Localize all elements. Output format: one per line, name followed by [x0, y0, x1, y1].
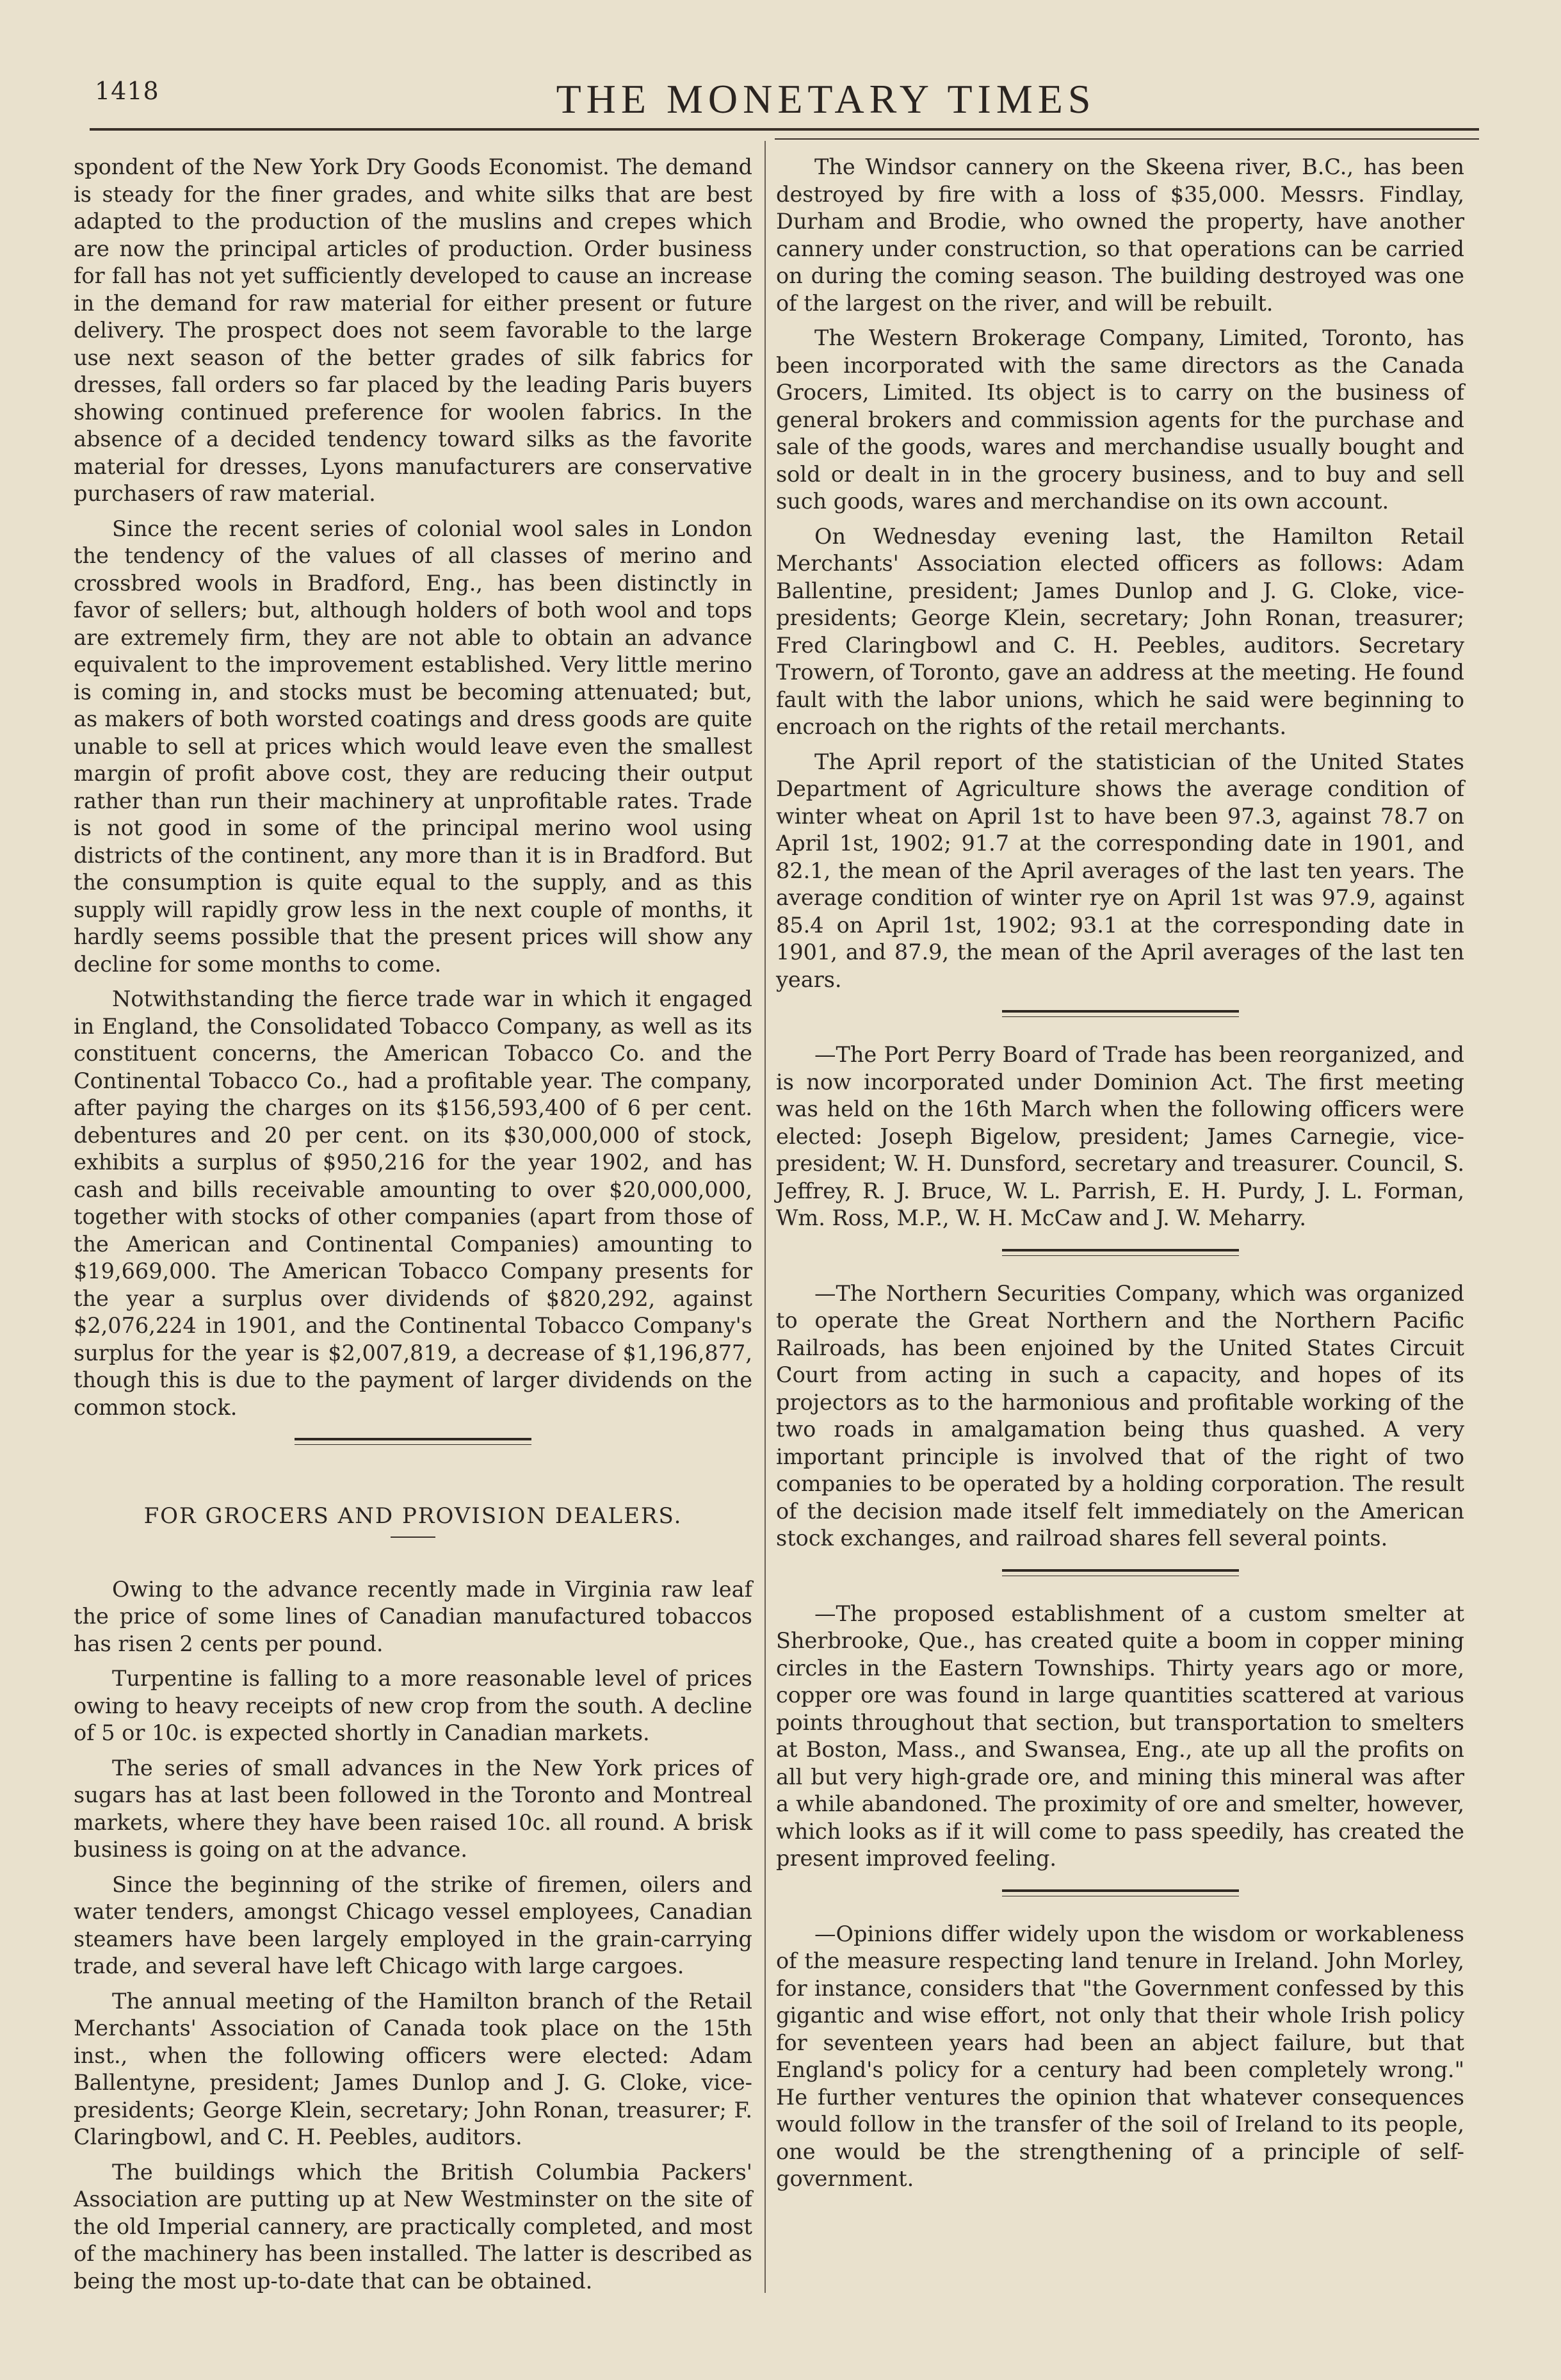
header-rule-secondary	[775, 138, 1479, 140]
section-heading: FOR GROCERS AND PROVISION DEALERS.	[143, 1503, 683, 1529]
news-item: On Wednesday evening last, the Hamilton Retail Merchants' Association elected officers as follows: Adam Ballentine, president; James Dunlop and J. G. Cloke, vice-presidents; George Klein, secretary; John Ronan, treasurer; Fred Claringbowl and C. H. Peebles, auditors. Secretary Trowern, of Toronto, gave an address at the meeting. He found fault with the labor unions, which he said were beginning to encroach on the rights of the retail merchants.	[776, 523, 1464, 739]
news-item: The Western Brokerage Company, Limited, Toronto, has been incorporated with the same directors as the Canada Grocers, Limited. Its object is to carry on the business of general brokers and commission agents for the purchase and sale of the goods, wares and merchandise usually bought and sold or dealt in in the grocery business, and to buy and sell such goods, wares and merchandise on its own account.	[776, 325, 1464, 514]
article-item: —Opinions differ widely upon the wisdom or workableness of the measure respecting land tenure in Ireland. John Morley, for instance, considers that "the Government confessed by this gigantic and wise effort, not only that their whole Irish policy for seventeen years had been an abject failure, but that England's policy for a century had been completely wrong." He further ventures the opinion that whatever consequences would follow in the transfer of the soil of Ireland to its people, one would be the strengthening of a principle of self-government.	[776, 1921, 1464, 2191]
article-item: —The proposed establishment of a custom smelter at Sherbrooke, Que., has created quite a boom in copper mining circles in the Eastern Townships. Thirty years ago or more, copper ore was found in large quantities scattered at various points throughout that section, but transportation to smelters at Boston, Mass., and Swansea, Eng., ate up all the profits on all but very high-grade ore, and mining this mineral was after a while abandoned. The proximity of ore and smelter, however, which looks as if it will come to pass speedily, has created the present improved feeling.	[776, 1601, 1464, 1871]
column-divider	[764, 141, 766, 2293]
page-header	[0, 0, 1561, 147]
news-item: The Windsor cannery on the Skeena river, B.C., has been destroyed by fire with a loss of $35,000. Messrs. Findlay, Durham and Brodie, who owned the property, have another cannery under construction, so that operations can be carried on during the coming season. The building destroyed was one of the largest on the river, and will be rebuilt.	[776, 154, 1464, 316]
section-separator	[1002, 1569, 1239, 1576]
header-rule	[90, 128, 1479, 131]
section-separator	[1002, 1010, 1239, 1017]
section-separator	[295, 1438, 531, 1445]
section-separator	[1002, 1249, 1239, 1256]
news-item: The April report of the statistician of the United States Department of Agriculture shows the average condition of winter wheat on April 1st to have been 97.3, against 78.7 on April 1st, 1902; 91.7 at the corresponding date in 1901, and 82.1, the mean of the April averages of the last ten years. The average condition of winter rye on April 1st was 97.9, against 85.4 on April 1st, 1902; 93.1 at the corresponding date in 1901, and 87.9, the mean of the April averages of the last ten years.	[776, 749, 1464, 992]
news-item: The buildings which the British Columbia Packers' Association are putting up at New Westminster on the site of the old Imperial cannery, are practically completed, and most of the machinery has been installed. The latter is described as being the most up-to-date that can be obtained.	[74, 2159, 752, 2294]
article-paragraph: Since the recent series of colonial wool sales in London the tendency of the values of all classes of merino and crossbred wools in Bradford, Eng., has been distinctly in favor of sellers; but, although holders of both wool and tops are extremely firm, they are not able to obtain an advance equivalent to the improvement established. Very little merino is coming in, and stocks must be becoming attenuated; but, as makers of both worsted coatings and dress goods are quite unable to sell at prices which would leave even the smallest margin of profit above cost, they are reducing their output rather than run their machinery at unprofitable rates. Trade is not good in some of the principal merino wool using districts of the continent, any more than it is in Bradford. But the consumption is quite equal to the supply, and as this supply will rapidly grow less in the next couple of months, it hardly seems possible that the present prices will show any decline for some months to come.	[74, 516, 752, 977]
page-number: 1418	[95, 77, 159, 105]
heading-rule	[391, 1536, 435, 1538]
news-item: Owing to the advance recently made in Virginia raw leaf the price of some lines of Canadian manufactured tobaccos has risen 2 cents per pound.	[74, 1576, 752, 1656]
news-item: Turpentine is falling to a more reasonable level of prices owing to heavy receipts of new crop from the south. A decline of 5 or 10c. is expected shortly in Canadian markets.	[74, 1666, 752, 1745]
news-item: The series of small advances in the New York prices of sugars has at last been followed in the Toronto and Montreal markets, where they have been raised 10c. all round. A brisk business is going on at the advance.	[74, 1755, 752, 1862]
article-item: —The Northern Securities Company, which was organized to operate the Great Northern and the Northern Pacific Railroads, has been enjoined by the United States Circuit Court from acting in such a capacity, and hopes of its projectors as to the harmonious and profitable working of the two roads in amalgamation being thus quashed. A very important principle is involved that of the right of two companies to be operated by a holding corporation. The result of the decision made itself felt immediately on the American stock exchanges, and railroad shares fell several points.	[776, 1280, 1464, 1551]
left-column	[74, 154, 752, 2303]
right-column	[776, 154, 1464, 2201]
article-item: —The Port Perry Board of Trade has been reorganized, and is now incorporated under Dominion Act. The first meeting was held on the 16th March when the following officers were elected: Joseph Bigelow, president; James Carnegie, vice-president; W. H. Dunsford, secretary and treasurer. Council, S. Jeffrey, R. J. Bruce, W. L. Parrish, E. H. Purdy, J. L. Forman, Wm. Ross, M.P., W. H. McCaw and J. W. Meharry.	[776, 1042, 1464, 1230]
article-paragraph: spondent of the New York Dry Goods Economist. The demand is steady for the finer grades, and white silks that are best adapted to the production of the muslins and crepes which are now the principal articles of production. Order business for fall has not yet sufficiently developed to cause an increase in the demand for raw material for either present or future delivery. The prospect does not seem favorable to the large use next season of the better grades of silk fabrics for dresses, fall orders so far placed by the leading Paris buyers showing continued preference for woolen fabrics. In the absence of a decided tendency toward silks as the favorite material for dresses, Lyons manufacturers are conservative purchasers of raw material.	[74, 154, 752, 506]
section-separator	[1002, 1889, 1239, 1896]
news-item: Since the beginning of the strike of firemen, oilers and water tenders, amongst Chicago vessel employees, Canadian steamers have been largely employed in the grain-carrying trade, and several have left Chicago with large cargoes.	[74, 1871, 752, 1978]
article-paragraph: Notwithstanding the fierce trade war in which it engaged in England, the Consolidated Tobacco Company, as well as its constituent concerns, the American Tobacco Co. and the Continental Tobacco Co., had a profitable year. The company, after paying the charges on its $156,593,400 of 6 per cent. debentures and 20 per cent. on its $30,000,000 of stock, exhibits a surplus of $950,216 for the year 1902, and has cash and bills receivable amounting to over $20,000,000, together with stocks of other companies (apart from those of the American and Continental Companies) amounting to $19,669,000. The American Tobacco Company presents for the year a surplus over dividends of $820,292, against $2,076,224 in 1901, and the Continental Tobacco Company's surplus for the year is $2,007,819, a decrease of $1,196,877, though this is due to the payment of larger dividends on the common stock.	[74, 986, 752, 1420]
masthead-title: THE MONETARY TIMES	[556, 76, 1096, 122]
news-item: The annual meeting of the Hamilton branch of the Retail Merchants' Association of Canada took place on the 15th inst., when the following officers were elected: Adam Ballentyne, president; James Dunlop and J. G. Cloke, vice-presidents; George Klein, secretary; John Ronan, treasurer; F. Claringbowl, and C. H. Peebles, auditors.	[74, 1988, 752, 2149]
